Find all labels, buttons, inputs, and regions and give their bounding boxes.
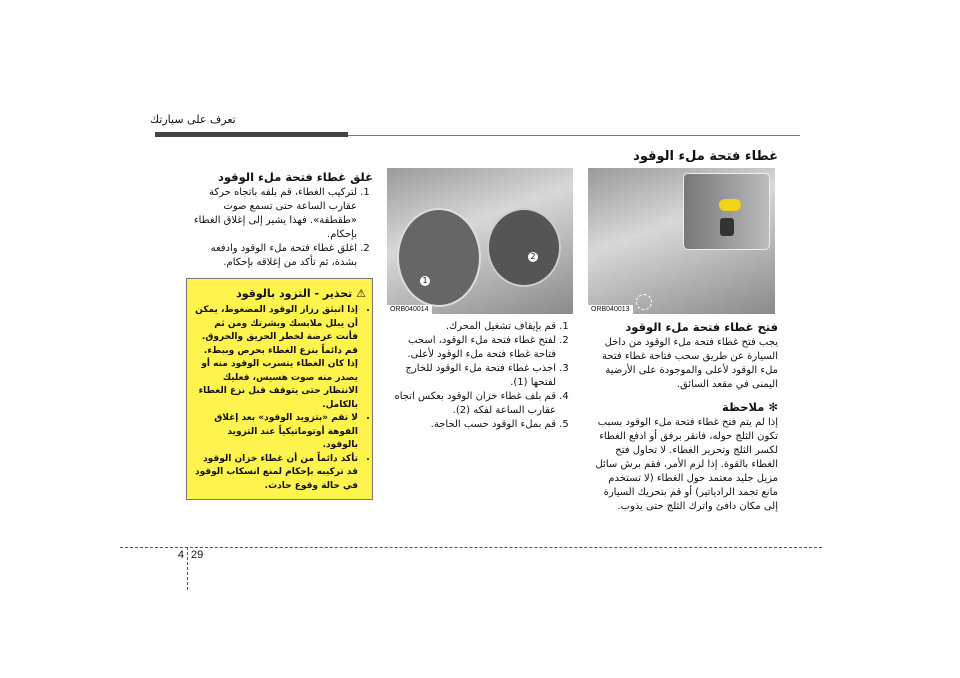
- note-title: ملاحظة: [722, 400, 765, 414]
- step: 1. لتركيب الغطاء، قم بلفه باتجاه حركة عقارب الساعة حتى تسمع صوت «طقطقة». فهذا يشير إلى إغلاق الغطاء بإحكام.: [185, 186, 357, 242]
- step: 1. قم بإيقاف تشغيل المحرك.: [390, 320, 556, 334]
- chapter-number: 4: [177, 549, 184, 561]
- page-number: 29: [191, 549, 204, 561]
- inset-detail: [683, 173, 770, 250]
- arrow-icon: [719, 199, 741, 211]
- right-text-column: [592, 320, 778, 514]
- footer-rule: [120, 547, 822, 548]
- warning-item: • لا تقم «بتزويد الوقود» بعد إغلاق الفوهة أوتوماتيكياً عند التزويد بالوقود.: [193, 412, 358, 453]
- step: 5. قم بملء الوقود حسب الحاجة.: [390, 418, 556, 432]
- close-steps: [185, 186, 373, 270]
- header-rule: [348, 135, 800, 136]
- step: 3. اجذب غطاء فتحة ملء الوقود للخارج لفتحها (1).: [390, 362, 556, 390]
- filler-neck: [487, 208, 561, 287]
- warning-icon: ⚠: [356, 287, 366, 300]
- step: 2. لفتح غطاء فتحة ملء الوقود، اسحب فتاحة غطاء فتحة ملء الوقود لأعلى.: [390, 334, 556, 362]
- fuel-door-release-image: [588, 168, 775, 314]
- note-text: إذا لم يتم فتح غطاء فتحة ملء الوقود بسبب تكون الثلج حوله، فانقر برفق أو ادفع الغطاء لكسر الثلج وتحرير الغطاء. لا تحاول فتح الغطاء بالقوة. إذا لزم الأمر، فقم برش سائل مزيل جليد معتمد حول الغطاء (لا تستخدم مانع تجمد الرادياتير) أو قم بتحريك السيارة إلى مكان دافئ واترك الثلج حتى يذوب.: [595, 417, 778, 512]
- warning-title: تحذير - التزود بالوقود: [236, 287, 353, 300]
- image-code: ORB040014: [387, 305, 432, 314]
- image-code: ORB040013: [588, 305, 633, 314]
- warning-box: [186, 278, 373, 500]
- note-heading: [592, 400, 778, 414]
- fuel-door: [397, 208, 481, 307]
- page-title: غطاء فتحة ملء الوقود: [633, 149, 778, 164]
- left-column: [185, 170, 373, 500]
- warning-item: • تأكد دائماً من أن غطاء خزان الوقود قد تركيبه بإحكام لمنع انسكاب الوقود في حالة وقوع حادث.: [193, 453, 358, 494]
- fuel-cap-image: [387, 168, 573, 314]
- step: 2. اغلق غطاء فتحة ملء الوقود وادفعه بشدة، ثم تأكد من إغلاقه بإحكام.: [185, 242, 357, 270]
- step: 4. قم بلف غطاء خزان الوقود بعكس اتجاه عقارب الساعة لفكه (2).: [390, 390, 556, 418]
- footer-divider: [187, 547, 188, 590]
- open-title: فتح غطاء فتحة ملء الوقود: [625, 320, 778, 334]
- callout-2: 2: [528, 252, 538, 262]
- location-circle: [636, 294, 652, 310]
- note-icon: ✻: [768, 400, 778, 414]
- fuel-pump-icon: [720, 218, 734, 236]
- warning-item: • إذا انبثق رزاز الوقود المضغوط، يمكن أن يبلل ملابسك وبشرتك ومن ثم فأنت عرضة لخطر الحريق والحروق. قم دائماً بنزع الغطاء بحرص وببطء. إذا كان الغطاء يتسرب الوقود منه أو يصدر منه صوت هسيس، فعليك الانتظار حتى يتوقف قبل نزع الغطاء بالكامل.: [193, 304, 358, 412]
- section-header: تعرف على سيارتك: [150, 113, 236, 126]
- open-steps: [390, 320, 572, 432]
- callout-1: 1: [420, 276, 430, 286]
- warning-heading: [187, 279, 372, 304]
- close-title: غلق غطاء فتحة ملء الوقود: [217, 170, 373, 184]
- open-text: يجب فتح غطاء فتحة ملء الوقود من داخل السيارة عن طريق سحب فتاحة غطاء فتحة ملء الوقود لأعلى والموجودة على الأرضية اليمنى في مقعد السائق.: [602, 337, 778, 390]
- header-bar: [155, 132, 348, 137]
